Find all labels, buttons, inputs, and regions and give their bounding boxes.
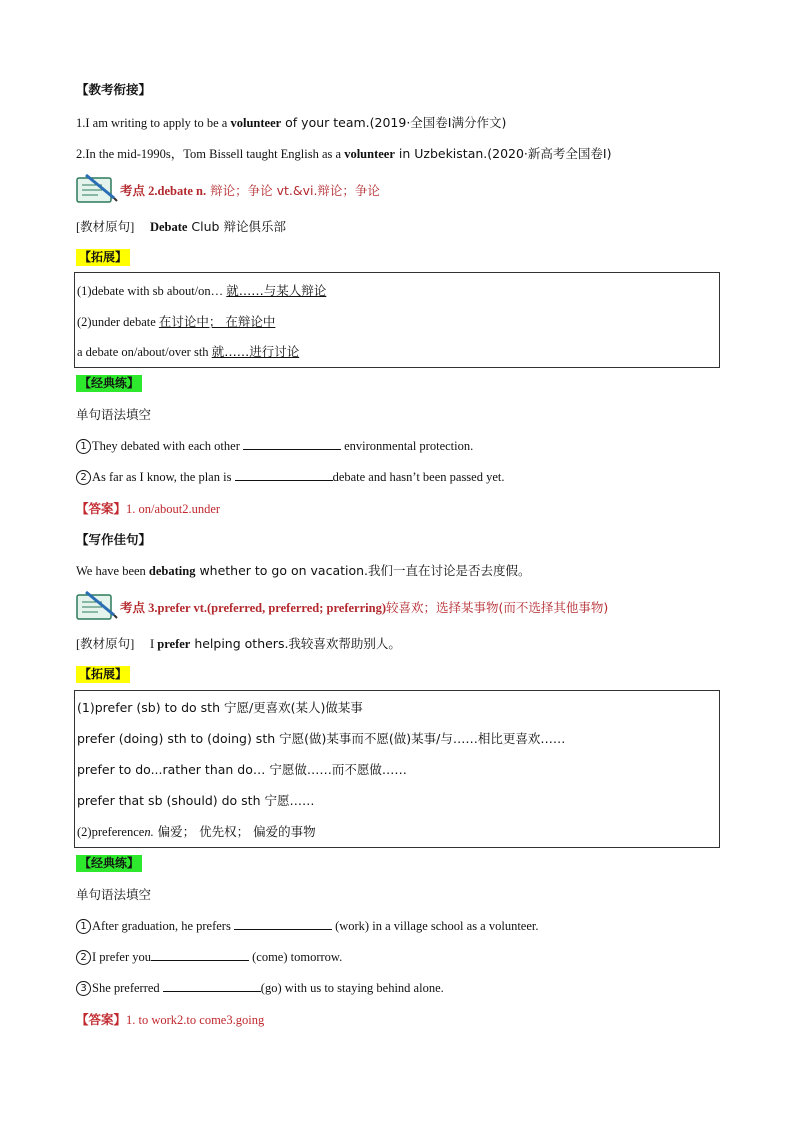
practice-tag: 【经典练】 bbox=[76, 855, 142, 872]
expand-row: a debate on/about/over sth 就……进行讨论 bbox=[77, 344, 300, 359]
expand-tag: 【拓展】 bbox=[76, 249, 130, 266]
question-2: 2 As far as I know, the plan is debate and hasn’t been passed yet. bbox=[76, 468, 505, 486]
question-3: 3 She preferred (go) with us to staying behind alone. bbox=[76, 979, 444, 997]
notebook-pen-icon bbox=[76, 589, 118, 621]
answer-line: 【答案】1. on/about2.under bbox=[76, 501, 221, 516]
textbook-source-2: [教材原句] Debate Club 辩论俱乐部 bbox=[76, 219, 286, 234]
example-sentence-1: 1.I am writing to apply to be a volunteer of your team.(2019·全国卷Ⅰ满分作文) bbox=[76, 115, 507, 130]
practice-title: 单句语法填空 bbox=[76, 887, 152, 902]
expand-row: prefer (doing) sth to (doing) sth 宁愿(做)某事而不愿(做)某事/与……相比更喜欢…… bbox=[77, 731, 566, 746]
answer-line: 【答案】1. to work2.to come3.going bbox=[76, 1012, 265, 1027]
answer-blank[interactable] bbox=[235, 468, 333, 481]
kaodian-2-title: 考点 2.debate n. 辩论；争论 vt.&vi.辩论；争论 bbox=[120, 183, 380, 198]
answer-blank[interactable] bbox=[234, 917, 332, 930]
writing-sentence: We have been debating whether to go on vacation.我们一直在讨论是否去度假。 bbox=[76, 563, 531, 578]
example-sentence-2: 2.In the mid-1990s，Tom Bissell taught English as a volunteer in Uzbekistan.(2020·新高考全国卷Ⅰ) bbox=[76, 146, 612, 161]
practice-tag: 【经典练】 bbox=[76, 375, 142, 392]
expand-tag: 【拓展】 bbox=[76, 666, 130, 683]
textbook-source-3: [教材原句] I prefer helping others.我较喜欢帮助别人。 bbox=[76, 636, 401, 651]
expand-row: (2)under debate 在讨论中； 在辩论中 bbox=[77, 314, 276, 329]
notebook-pen-icon bbox=[76, 172, 118, 204]
expand-row: (2)preferencen. 偏爱； 优先权； 偏爱的事物 bbox=[77, 824, 316, 839]
writing-heading: 【写作佳句】 bbox=[76, 532, 152, 547]
expand-row: prefer that sb (should) do sth 宁愿…… bbox=[77, 793, 315, 808]
question-1: 1 After graduation, he prefers (work) in a village school as a volunteer. bbox=[76, 917, 539, 935]
question-1: 1 They debated with each other environmental protection. bbox=[76, 437, 473, 455]
question-2: 2 I prefer you (come) tomorrow. bbox=[76, 948, 342, 966]
practice-title: 单句语法填空 bbox=[76, 407, 152, 422]
expand-box-debate bbox=[74, 272, 720, 368]
answer-blank[interactable] bbox=[163, 979, 261, 992]
expand-row: (1)debate with sb about/on… 就……与某人辩论 bbox=[77, 283, 327, 298]
expand-row: prefer to do...rather than do… 宁愿做……而不愿做…… bbox=[77, 762, 407, 777]
answer-blank[interactable] bbox=[151, 948, 249, 961]
expand-row: (1)prefer (sb) to do sth 宁愿/更喜欢(某人)做某事 bbox=[77, 700, 363, 715]
section-heading-jiaokao: 【教考衔接】 bbox=[76, 82, 152, 97]
kaodian-3-title: 考点 3.prefer vt.(preferred, preferred; preferring)较喜欢；选择某事物(而不选择其他事物) bbox=[120, 600, 609, 615]
expand-box-prefer bbox=[74, 690, 720, 848]
answer-blank[interactable] bbox=[243, 437, 341, 450]
